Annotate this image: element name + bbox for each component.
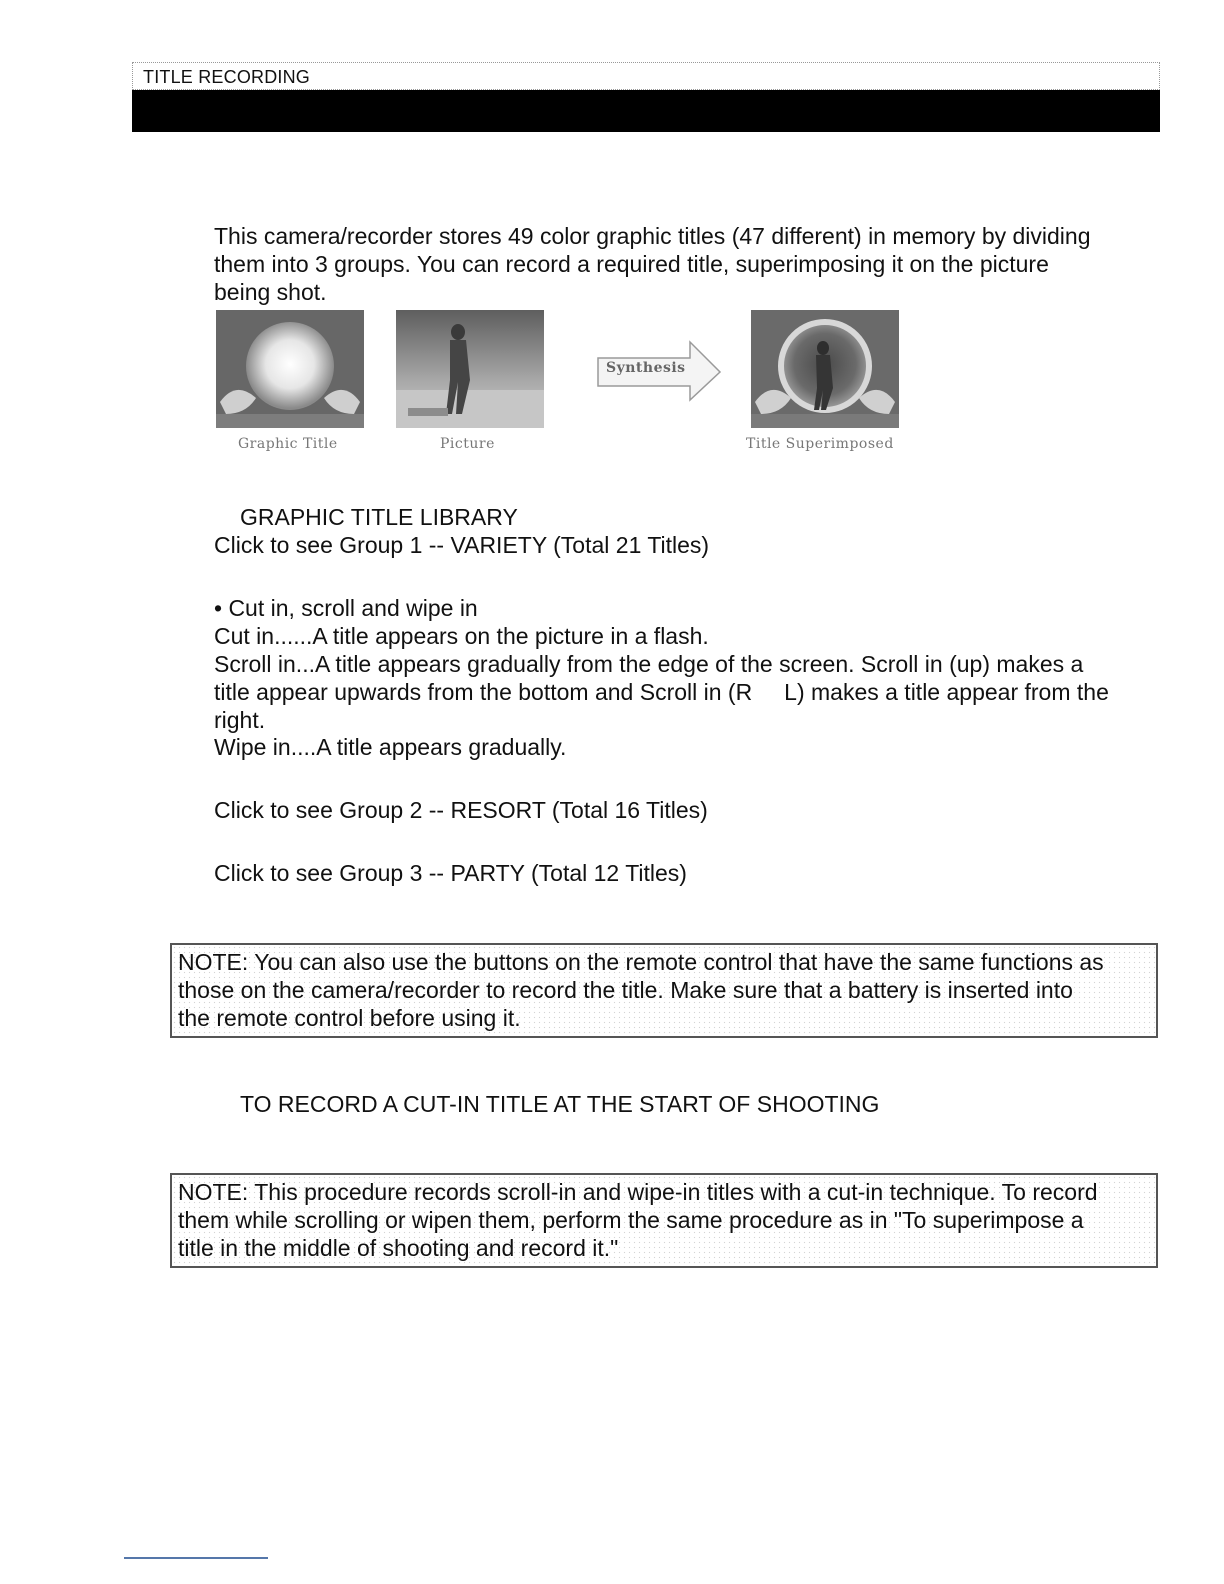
note2-line-3: title in the middle of shooting and record it." <box>178 1235 619 1261</box>
wipe-in-description: Wipe in....A title appears gradually. <box>214 734 567 760</box>
intro-line-2: them into 3 groups. You can record a required title, superimposing it on the picture <box>214 251 1049 277</box>
note1-line-2: those on the camera/recorder to record the title. Make sure that a battery is inserted into <box>178 977 1073 1003</box>
note-scroll-wipe <box>170 1173 1158 1268</box>
scroll-in-line-2: title appear upwards from the bottom and Scroll in (R L) makes a title appear from the <box>214 679 1109 705</box>
note1-line-3: the remote control before using it. <box>178 1005 521 1031</box>
synthesis-label: Synthesis <box>606 360 686 376</box>
scroll-in-line-3: right. <box>214 707 266 733</box>
graphic-title-image <box>216 310 364 428</box>
library-heading: GRAPHIC TITLE LIBRARY <box>240 504 518 530</box>
intro-line-1: This camera/recorder stores 49 color graphic titles (47 different) in memory by dividing <box>214 223 1091 249</box>
title-synthesis-figure <box>214 306 914 460</box>
note2-line-2: them while scrolling or wipen them, perform the same procedure as in "To superimpose a <box>178 1207 1084 1233</box>
note2-line-1: NOTE: This procedure records scroll-in and wipe-in titles with a cut-in technique. To record <box>178 1179 1098 1205</box>
superimposed-image <box>751 310 899 428</box>
group-2-link[interactable]: Click to see Group 2 -- RESORT (Total 16 Titles) <box>214 797 708 823</box>
note-remote-control <box>170 943 1158 1038</box>
caption-picture: Picture <box>440 436 495 452</box>
section-title: TITLE RECORDING <box>143 67 311 87</box>
synthesis-arrow <box>594 336 724 406</box>
picture-image <box>396 310 544 428</box>
footer-rule <box>124 1557 268 1559</box>
note1-line-1: NOTE: You can also use the buttons on the remote control that have the same functions as <box>178 949 1104 975</box>
cut-in-description: Cut in......A title appears on the picture in a flash. <box>214 623 709 649</box>
cut-in-section-heading: TO RECORD A CUT-IN TITLE AT THE START OF SHOOTING <box>240 1091 880 1117</box>
intro-line-3: being shot. <box>214 279 327 305</box>
group-3-link[interactable]: Click to see Group 3 -- PARTY (Total 12 Titles) <box>214 860 687 886</box>
page-header <box>132 62 1160 90</box>
header-bar <box>132 90 1160 132</box>
group-1-link[interactable]: Click to see Group 1 -- VARIETY (Total 21 Titles) <box>214 532 710 558</box>
scroll-in-line-1: Scroll in...A title appears gradually from the edge of the screen. Scroll in (up) makes a <box>214 651 1084 677</box>
modes-bullet: • Cut in, scroll and wipe in <box>214 595 478 621</box>
caption-title-superimposed: Title Superimposed <box>746 436 894 452</box>
caption-graphic-title: Graphic Title <box>238 436 338 452</box>
